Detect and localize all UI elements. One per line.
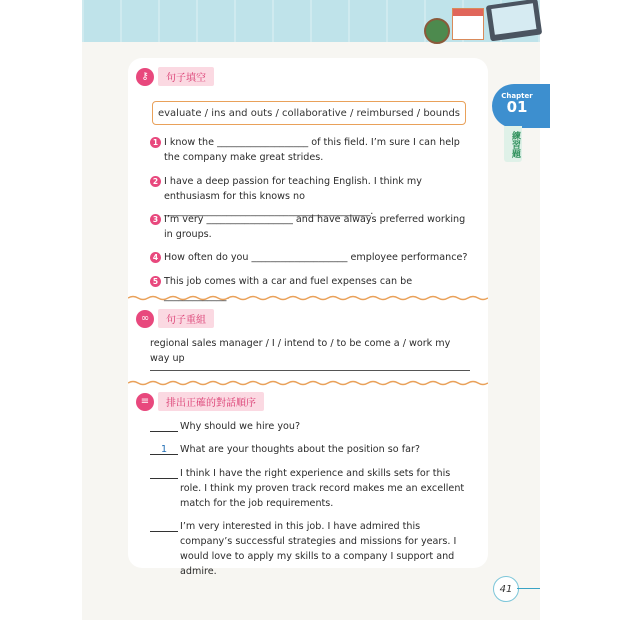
reorder-prompt-text: regional sales manager / I / intend to / to be come a / work my way up	[150, 338, 451, 364]
section-dialogue-title: 排出正確的對話順序	[158, 392, 264, 411]
dialogue-text: I’m very interested in this job. I have admired this company’s successful strategies and missions for years. I would love to apply my skills to a company I support and admire.	[180, 521, 457, 577]
section-dialogue-header	[136, 392, 264, 411]
question-3	[150, 212, 472, 242]
word-bank: evaluate / ins and outs / collaborative / reimbursed / bounds	[152, 101, 466, 125]
answer-line	[150, 370, 470, 371]
wavy-divider	[128, 380, 488, 386]
dialogue-text: I think I have the right experience and skills sets for this role. I think my proven track record makes me an excellent match for the job requirements.	[180, 468, 465, 509]
section-fill-in-header	[136, 67, 214, 86]
list-icon: ≡	[136, 393, 154, 411]
dialogue-item	[150, 442, 472, 457]
question-text: How often do you ____________________ employee performance?	[164, 252, 468, 263]
chapter-badge	[492, 84, 550, 128]
key-icon: ⚷	[136, 68, 154, 86]
link-icon: ∞	[136, 310, 154, 328]
order-blank[interactable]	[150, 519, 178, 532]
question-text: This job comes with a car and fuel expenses can be _____________.	[164, 276, 413, 302]
section-fill-in-title: 句子填空	[158, 67, 214, 86]
question-text: I’m very __________________ and have always preferred working in groups.	[164, 214, 466, 240]
laptop-illustration	[486, 0, 543, 41]
question-4	[150, 250, 472, 265]
calendar-illustration	[452, 8, 484, 40]
page-number: 41	[493, 576, 519, 602]
page-number-line	[517, 588, 540, 589]
order-blank[interactable]	[150, 419, 178, 432]
exercise-tab: 練習題	[504, 126, 522, 162]
section-reorder-title: 句子重組	[158, 309, 214, 328]
question-number: 5	[150, 276, 161, 287]
question-number: 1	[150, 137, 161, 148]
section-reorder-header	[136, 309, 214, 328]
chapter-label: Chapter	[501, 92, 533, 100]
dialogue-item	[150, 419, 472, 434]
order-blank[interactable]	[150, 466, 178, 479]
reorder-prompt	[150, 336, 472, 366]
dialogue-text: Why should we hire you?	[180, 421, 301, 432]
plant-illustration	[424, 18, 450, 44]
wavy-divider	[128, 295, 488, 301]
question-number: 3	[150, 214, 161, 225]
question-text: I know the ___________________ of this field. I’m sure I can help the company make great strides.	[164, 137, 460, 163]
dialogue-text: What are your thoughts about the position so far?	[180, 444, 420, 455]
dialogue-item	[150, 466, 472, 511]
chapter-number: 01	[506, 98, 528, 116]
question-1	[150, 135, 472, 165]
order-blank[interactable]: 1	[150, 442, 178, 455]
question-number: 4	[150, 252, 161, 263]
question-number: 2	[150, 176, 161, 187]
dialogue-item	[150, 519, 472, 579]
question-text: I have a deep passion for teaching English. I think my enthusiasm for this knows no ___________________________________________.	[164, 176, 422, 217]
